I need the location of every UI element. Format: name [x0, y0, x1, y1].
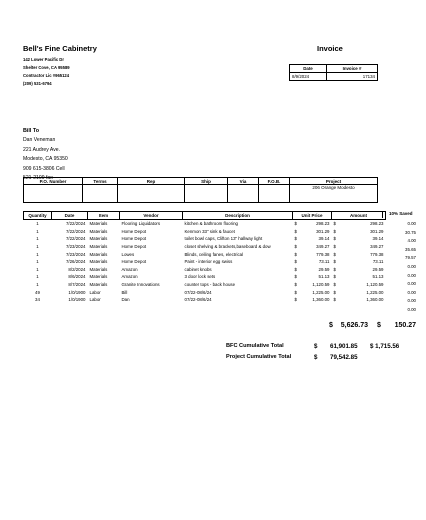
company-name: Bell's Fine Cabinetry: [23, 44, 97, 53]
line-date: 1/0/1900: [68, 289, 86, 295]
line-item: Materials: [89, 282, 108, 288]
line-description: 3 door lock sets: [184, 274, 216, 280]
line-date: 7/22/2024: [65, 236, 86, 242]
description-header: Description: [183, 212, 293, 220]
line-amount: 1,225.00: [366, 289, 384, 295]
line-date: 7/23/2024: [65, 251, 86, 257]
fob-value: [259, 185, 290, 203]
ship-value: [185, 185, 228, 203]
line-vendor: Amazon: [121, 266, 138, 272]
line-unit-currency: $: [294, 259, 297, 265]
line-vendor: Bill: [121, 289, 128, 295]
line-description: kitchen & bathroom flooring: [184, 221, 238, 227]
bfc-cumulative-saved: $ 1,715.56: [370, 343, 400, 350]
line-quantity: 1: [36, 228, 39, 234]
line-vendor: Lowes: [121, 251, 135, 257]
invoice-date: 8/9/2024: [290, 73, 327, 81]
line-unit-price: 1,225.00: [312, 289, 330, 295]
line-date: 8/6/2024: [68, 274, 86, 280]
amount-header: Amount: [332, 212, 386, 220]
line-quantity: 1: [36, 266, 39, 272]
line-item: Materials: [89, 244, 108, 250]
table-row: [24, 235, 386, 243]
bill-to-cell: 909 615-3806 Cell: [23, 166, 65, 172]
line-vendor: Amazon: [121, 274, 138, 280]
bill-to-label: Bill To: [23, 128, 40, 134]
line-vendor: Dan: [121, 297, 130, 303]
line-item: Materials: [89, 228, 108, 234]
company-address-line2: Shelter Cove, CA 95589: [23, 65, 70, 70]
line-vendor: Home Depot: [121, 259, 147, 265]
line-unit-currency: $: [294, 251, 297, 257]
line-vendor: Home Depot: [121, 236, 147, 242]
line-amount: 1,360.00: [366, 297, 384, 303]
company-license: Contractor Lic #965124: [23, 73, 70, 78]
company-address-line1: 142 Lower Pacific Dr: [23, 57, 64, 62]
line-date: 7/26/2024: [65, 259, 86, 265]
line-amount-currency: $: [333, 236, 336, 242]
line-unit-currency: $: [294, 236, 297, 242]
line-quantity: 49: [35, 289, 40, 295]
po-table: [23, 177, 378, 203]
line-quantity: 1: [36, 244, 39, 250]
po-number-value: [24, 185, 83, 203]
line-saved: 0.00: [407, 307, 416, 312]
line-amount: 51.13: [372, 274, 384, 280]
line-description: 07/22-08/6/24: [184, 297, 212, 303]
terms-value: [83, 185, 118, 203]
project-cumulative-currency: $: [314, 354, 318, 361]
table-row: [24, 250, 386, 258]
line-amount-currency: $: [333, 228, 336, 234]
table-row: [24, 296, 386, 304]
bfc-cumulative-label: BFC Cumulative Total: [226, 343, 284, 349]
line-item: Materials: [89, 236, 108, 242]
project-cumulative-value: 79,542.85: [330, 354, 358, 361]
quantity-header: Quantity: [24, 212, 52, 220]
line-unit-currency: $: [294, 297, 297, 303]
line-unit-price: 51.13: [318, 274, 330, 280]
line-unit-currency: $: [294, 274, 297, 280]
line-vendor: Granite Innovations: [121, 282, 160, 288]
line-unit-currency: $: [294, 221, 297, 227]
line-vendor: Home Depot: [121, 244, 147, 250]
company-phone: (209) 531-6794: [23, 81, 52, 86]
table-row: [24, 273, 386, 281]
via-header: Via: [228, 178, 259, 185]
line-date: 7/22/2024: [65, 221, 86, 227]
line-saved: 35.65: [405, 246, 416, 252]
date-header: Date: [52, 212, 88, 220]
line-date: 7/23/2024: [65, 244, 86, 250]
line-saved: 79.57: [405, 255, 416, 261]
line-date: 7/22/2024: [65, 228, 86, 234]
line-saved: 0.00: [407, 281, 416, 287]
line-amount: 301.29: [370, 228, 384, 234]
project-cumulative-label: Project Cumulative Total: [226, 354, 292, 360]
line-amount: 779.38: [370, 251, 384, 257]
bill-to-name: Dan Veneman: [23, 137, 56, 143]
line-quantity: 1: [36, 282, 39, 288]
subtotal-currency: $: [329, 322, 333, 329]
line-amount: 29.59: [372, 266, 384, 272]
line-item: Labor: [89, 289, 101, 295]
line-saved: 0.00: [407, 289, 416, 295]
line-amount-currency: $: [333, 259, 336, 265]
line-quantity: 1: [36, 259, 39, 265]
rep-header: Rep: [118, 178, 185, 185]
line-amount-currency: $: [333, 274, 336, 280]
project-value: 206 Orange Modesto: [290, 185, 378, 203]
line-unit-price: 349.27: [316, 244, 330, 250]
table-row: [24, 281, 386, 289]
line-saved: 4.00: [407, 238, 416, 244]
saved-total-currency: $: [377, 322, 381, 329]
line-amount: 73.11: [372, 259, 384, 265]
line-item: Materials: [89, 266, 108, 272]
line-saved: 0.00: [407, 272, 416, 278]
line-unit-currency: $: [294, 228, 297, 234]
terms-header: Terms: [83, 178, 118, 185]
line-quantity: 1: [36, 236, 39, 242]
table-row: [24, 243, 386, 251]
date-label: Date: [290, 65, 327, 73]
line-quantity: 34: [35, 297, 40, 303]
line-description: counter tops - back house: [184, 282, 236, 288]
subtotal-amount: 5,626.73: [340, 322, 368, 329]
line-description: cabinet knobs: [184, 266, 212, 272]
line-unit-price: 779.38: [316, 251, 330, 257]
bfc-cumulative-value: 61,901.85: [330, 343, 358, 350]
line-item: Materials: [89, 259, 108, 265]
line-amount: 298.23: [370, 221, 384, 227]
fob-header: F.O.B.: [259, 178, 290, 185]
line-description: Kenmon 33" sink & faucet: [184, 228, 235, 234]
line-amount-currency: $: [333, 221, 336, 227]
rep-value: [118, 185, 185, 203]
invoice-number: 17134: [327, 73, 378, 81]
line-date: 1/0/1900: [68, 297, 86, 303]
line-unit-price: 73.11: [318, 259, 330, 265]
line-quantity: 1: [36, 251, 39, 257]
line-unit-price: 301.29: [316, 228, 330, 234]
line-description: Paint - interior egg swiss: [184, 259, 233, 265]
table-row: [24, 258, 386, 266]
line-item: Labor: [89, 297, 101, 303]
item-header: Item: [88, 212, 120, 220]
line-amount: 39.14: [372, 236, 384, 242]
po-number-header: P.O. Number: [24, 178, 83, 185]
line-description: closet shelving & brackets,baseboard & dow: [184, 244, 271, 250]
line-description: 07/22-08/6/24: [184, 289, 212, 295]
via-value: [228, 185, 259, 203]
invoice-number-label: Invoice #: [327, 65, 378, 73]
project-header: Project: [290, 178, 378, 185]
line-item: Materials: [89, 221, 108, 227]
line-amount-currency: $: [333, 282, 336, 288]
saved-total-amount: 150.27: [394, 322, 416, 329]
saved-header: 10% Saved: [382, 211, 413, 218]
line-saved: 0.00: [407, 264, 416, 269]
line-unit-price: 39.14: [318, 236, 330, 242]
line-saved: 0.00: [407, 221, 416, 226]
line-saved: 0.00: [407, 298, 416, 304]
ship-header: Ship: [185, 178, 228, 185]
line-description: Blinds, ceiling fanes, electrical: [184, 251, 244, 257]
line-unit-currency: $: [294, 266, 297, 272]
line-unit-currency: $: [294, 289, 297, 295]
invoice-title: Invoice: [317, 44, 343, 53]
line-amount-currency: $: [333, 251, 336, 257]
line-unit-price: 298.23: [316, 221, 330, 227]
line-unit-price: 1,360.00: [312, 297, 330, 303]
line-amount-currency: $: [333, 297, 336, 303]
line-saved: 30.75: [405, 229, 416, 235]
line-amount: 349.27: [370, 244, 384, 250]
line-item: Materials: [89, 274, 108, 280]
line-description: toilet bowl caps, Clifton 13" hallway light: [184, 236, 263, 242]
line-unit-currency: $: [294, 244, 297, 250]
table-row: [24, 220, 386, 228]
line-unit-price: 29.59: [318, 266, 330, 272]
line-vendor: Home Depot: [121, 228, 147, 234]
bill-to-city: Modesto, CA 95350: [23, 156, 68, 162]
table-row: [24, 266, 386, 274]
line-vendor: Flooring Liquidators: [121, 221, 161, 227]
line-date: 8/7/2024: [68, 282, 86, 288]
line-amount-currency: $: [333, 289, 336, 295]
line-amount-currency: $: [333, 244, 336, 250]
line-item: Materials: [89, 251, 108, 257]
line-date: 8/2/2024: [68, 266, 86, 272]
bfc-cumulative-currency: $: [314, 343, 318, 350]
line-quantity: 1: [36, 274, 39, 280]
invoice-meta-table: [289, 64, 378, 81]
unit-price-header: Unit Price: [293, 212, 332, 220]
bill-to-fax: 521-2109 fax: [23, 175, 53, 181]
line-amount: 1,120.59: [366, 282, 384, 288]
line-amount-currency: $: [333, 266, 336, 272]
bill-to-street: 221 Audrey Ave.: [23, 147, 61, 153]
line-items-table: [23, 211, 386, 304]
table-row: [24, 288, 386, 296]
table-row: [24, 228, 386, 236]
line-quantity: 1: [36, 221, 39, 227]
vendor-header: Vendor: [120, 212, 183, 220]
line-unit-price: 1,120.59: [312, 282, 330, 288]
line-unit-currency: $: [294, 282, 297, 288]
